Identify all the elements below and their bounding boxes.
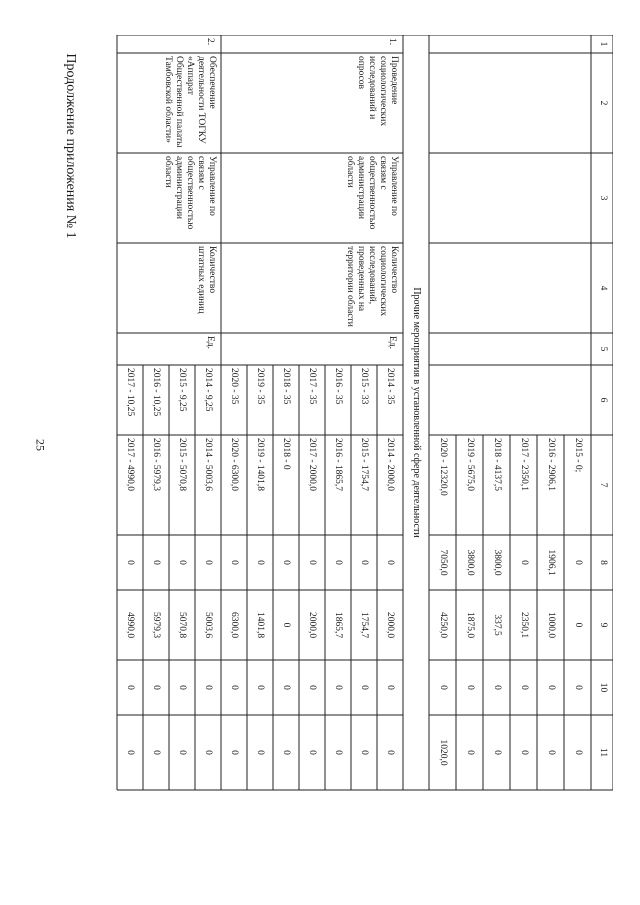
top-row-col9: 1000,0 <box>546 611 556 639</box>
item1-executor: Управление по связям с общественностью администрации области <box>345 156 399 230</box>
top-row-col7: 2017 - 2350,1 <box>519 438 529 492</box>
top-row-col8: 7050,0 <box>438 549 448 576</box>
item2-row-col8: 0 <box>151 560 161 565</box>
item2-row-col9: 5003,6 <box>203 611 213 639</box>
item1-row-col9: 1401,8 <box>255 611 265 639</box>
item1-name: Проведение социологических исследований и опросов <box>356 56 399 127</box>
item1-row-col8: 0 <box>281 560 291 565</box>
item2-row-col6: 2016 - 10,25 <box>151 368 161 417</box>
top-row-col11: 0 <box>573 750 583 755</box>
header-cell-6: 6 <box>598 397 608 403</box>
item1-row-col7: 2020 - 6300,0 <box>229 438 239 492</box>
top-row-col8: 1906,1 <box>546 549 556 576</box>
header-cell-9: 9 <box>598 622 608 628</box>
item1-row-col9: 2000,0 <box>307 611 317 639</box>
table-rotated-frame <box>95 35 613 850</box>
item1-row-col10: 0 <box>359 685 369 690</box>
item1-row-col11: 0 <box>281 750 291 755</box>
item2-row-col9: 5070,8 <box>177 611 187 639</box>
item2-number: 2. <box>205 38 215 46</box>
item1-row-col8: 0 <box>307 560 317 565</box>
top-row-col11: 0 <box>465 750 475 755</box>
item1-row-col7: 2017 - 2000,0 <box>307 438 317 492</box>
item1-unit: Ед. <box>387 336 397 350</box>
item1-row-col8: 0 <box>359 560 369 565</box>
top-row-col8: 3800,0 <box>492 549 502 576</box>
item1-row-col8: 0 <box>333 560 343 565</box>
item1-row-col7: 2019 - 1401,8 <box>255 438 265 492</box>
item1-row-col6: 2018 - 35 <box>281 368 291 405</box>
item2-row-col7: 2014 - 5003,6 <box>203 438 213 492</box>
item1-row-col11: 0 <box>333 750 343 755</box>
header-cell-4: 4 <box>598 285 608 291</box>
header-cell-7: 7 <box>598 482 608 488</box>
annex-title: Продолжение приложения № 1 <box>63 53 78 239</box>
top-row-col10: 0 <box>438 685 448 690</box>
header-cell-3: 3 <box>598 195 608 201</box>
item1-row-col6: 2016 - 35 <box>333 368 343 405</box>
item2-row-col11: 0 <box>151 750 161 755</box>
top-row-col9: 1875,0 <box>465 611 475 639</box>
top-row-col7: 2019 - 5675,0 <box>465 438 475 492</box>
data-table <box>95 35 613 850</box>
item1-row-col10: 0 <box>333 685 343 690</box>
item2-row-col11: 0 <box>177 750 187 755</box>
top-row-col10: 0 <box>573 685 583 690</box>
item1-row-col10: 0 <box>307 685 317 690</box>
item2-row-col10: 0 <box>125 685 135 690</box>
item2-row-col9: 4990,0 <box>125 611 135 639</box>
item1-row-col8: 0 <box>255 560 265 565</box>
item2-row-col7: 2017 - 4990,0 <box>125 438 135 492</box>
item2-row-col6: 2015 - 9,25 <box>177 368 187 412</box>
item1-row-col6: 2015 - 33 <box>359 368 369 405</box>
item1-row-col10: 0 <box>229 685 239 690</box>
item2-unit: Ед. <box>205 336 215 350</box>
top-row-col9: 2350,1 <box>519 611 529 639</box>
item2-row-col9: 5979,3 <box>151 611 161 639</box>
item2-row-col6: 2017 - 10,25 <box>125 368 135 417</box>
item1-row-col10: 0 <box>385 685 395 690</box>
item2-row-col8: 0 <box>203 560 213 565</box>
item1-number: 1. <box>387 38 397 46</box>
top-row-col9: 4250,0 <box>438 611 448 639</box>
top-row-col7: 2018 - 4137,5 <box>492 438 502 492</box>
item2-name: Обеспечение деятельности ТОГКУ «Аппарат Общественной палаты Тамбовской области» <box>163 56 217 148</box>
header-cell-5: 5 <box>598 346 608 352</box>
item1-row-col6: 2014 - 35 <box>385 368 395 405</box>
item1-row-col10: 0 <box>281 685 291 690</box>
item1-row-col6: 2020 - 35 <box>229 368 239 405</box>
item2-row-col11: 0 <box>125 750 135 755</box>
header-cell-2: 2 <box>598 100 608 106</box>
header-cell-11: 11 <box>598 747 608 758</box>
item1-row-col6: 2017 - 35 <box>307 368 317 405</box>
top-row-col11: 0 <box>546 750 556 755</box>
top-row-col8: 3800,0 <box>465 549 475 576</box>
item2-row-col11: 0 <box>203 750 213 755</box>
top-row-col7: 2015 - 0; <box>573 438 583 473</box>
top-row-col9: 0 <box>573 622 583 628</box>
page-number: 25 <box>33 439 48 451</box>
item2-row-col7: 2016 - 5979,3 <box>151 438 161 492</box>
top-row-col9: 337,5 <box>492 614 502 636</box>
header-cell-1: 1 <box>598 41 608 47</box>
item2-row-col6: 2014 - 9,25 <box>203 368 213 412</box>
top-row-col8: 0 <box>573 560 583 565</box>
top-row-col8: 0 <box>519 560 529 565</box>
header-cell-10: 10 <box>598 682 608 693</box>
item1-row-col9: 1754,7 <box>359 611 369 639</box>
item1-row-col7: 2015 - 1754,7 <box>359 438 369 492</box>
item2-row-col8: 0 <box>177 560 187 565</box>
top-row-col10: 0 <box>546 685 556 690</box>
item1-row-col7: 2014 - 2000,0 <box>385 438 395 492</box>
top-row-col10: 0 <box>519 685 529 690</box>
item1-row-col6: 2019 - 35 <box>255 368 265 405</box>
item1-row-col11: 0 <box>385 750 395 755</box>
top-row-col11: 1020,0 <box>438 739 448 766</box>
item2-row-col10: 0 <box>203 685 213 690</box>
header-cell-8: 8 <box>598 560 608 565</box>
item2-executor: Управление по связям с общественностью администрации области <box>163 156 217 230</box>
item1-row-col9: 6300,0 <box>229 611 239 639</box>
top-row-col7: 2016 - 2906,1 <box>546 438 556 492</box>
top-row-col7: 2020 - 12320,0 <box>438 438 448 496</box>
item2-indicator: Количество штатных единиц <box>196 246 217 314</box>
section-title: Прочие мероприятия в установленной сфере деятельности <box>411 287 422 538</box>
item2-row-col8: 0 <box>125 560 135 565</box>
top-row-col11: 0 <box>492 750 502 755</box>
top-row-col11: 0 <box>519 750 529 755</box>
item2-row-col10: 0 <box>177 685 187 690</box>
item1-row-col7: 2016 - 1865,7 <box>333 438 343 492</box>
item1-row-col7: 2018 - 0 <box>281 438 291 470</box>
item1-row-col8: 0 <box>229 560 239 565</box>
item1-row-col9: 0 <box>281 622 291 628</box>
item1-indicator: Количество социологических исследований, проведенных на территории области <box>345 246 399 327</box>
item1-row-col11: 0 <box>229 750 239 755</box>
item1-row-col10: 0 <box>255 685 265 690</box>
item2-row-col10: 0 <box>151 685 161 690</box>
item1-row-col8: 0 <box>385 560 395 565</box>
item1-row-col11: 0 <box>359 750 369 755</box>
item1-row-col11: 0 <box>255 750 265 755</box>
top-row-col10: 0 <box>492 685 502 690</box>
item1-row-col9: 1865,7 <box>333 611 343 639</box>
item1-row-col9: 2000,0 <box>385 611 395 639</box>
item2-row-col7: 2015 - 5070,8 <box>177 438 187 492</box>
top-row-col10: 0 <box>465 685 475 690</box>
item1-row-col11: 0 <box>307 750 317 755</box>
